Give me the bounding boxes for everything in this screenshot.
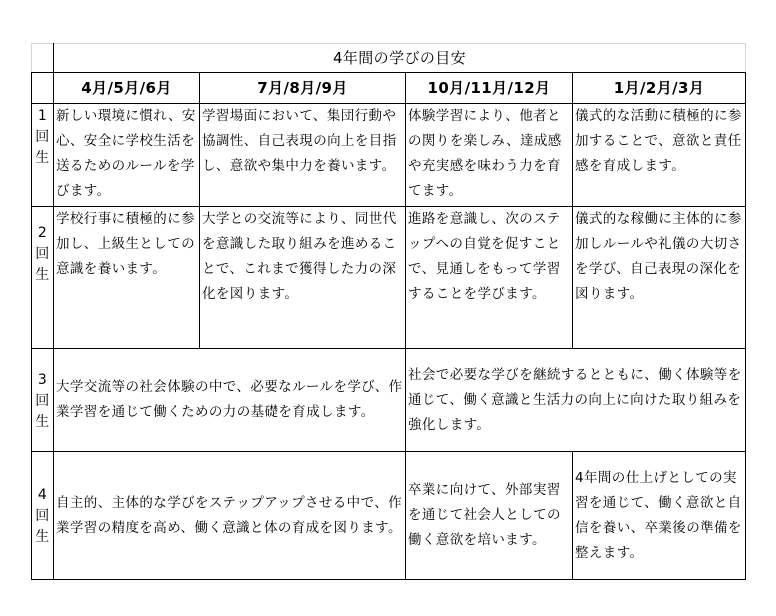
goal-cell-first-half: 自主的、主体的な学びをステップアップさせる中で、作業学習の精度を高め、働く意識と体の育成を図ります。 — [54, 452, 406, 580]
table-row — [32, 349, 746, 452]
goal-cell: 儀式的な稼働に主体的に参加しルールや礼儀の大切さを学び、自己表現の深化を図ります。 — [573, 207, 746, 349]
goal-cell: 新しい環境に慣れ、安心、安全に学校生活を送るためのルールを学びます。 — [54, 104, 200, 207]
goal-cell: 卒業に向けて、外部実習を通じて社会人としての働く意欲を培います。 — [406, 452, 573, 580]
goal-cell: 進路を意識し、次のステップへの自覚を促すことで、見通しをもって学習することを学びます。 — [406, 207, 573, 349]
column-header: 10月/11月/12月 — [406, 73, 573, 104]
table-row — [32, 104, 746, 207]
column-header: 1月/2月/3月 — [573, 73, 746, 104]
table-row — [32, 207, 746, 349]
goal-cell-second-half: 社会で必要な学びを継続するとともに、働く体験等を通じて、働く意識と生活力の向上に向けた取り組みを強化します。 — [406, 349, 746, 452]
learning-goals-table — [31, 43, 746, 580]
corner-cell — [32, 44, 54, 73]
goal-cell: 体験学習により、他者との関りを楽しみ、達成感や充実感を味わう力を育てます。 — [406, 104, 573, 207]
grade-label: 4 回 生 — [32, 452, 54, 580]
goal-cell-first-half: 大学交流等の社会体験の中で、必要なルールを学び、作業学習を通じて働くための力の基礎を育成します。 — [54, 349, 406, 452]
column-header: 4月/5月/6月 — [54, 73, 200, 104]
column-header: 7月/8月/9月 — [200, 73, 406, 104]
goal-cell: 大学との交流等により、同世代を意識した取り組みを進めることで、これまで獲得した力の深化を図ります。 — [200, 207, 406, 349]
grade-label: 3 回 生 — [32, 349, 54, 452]
goal-cell: 儀式的な活動に積極的に参加することで、意欲と責任感を育成します。 — [573, 104, 746, 207]
header-corner-cell — [32, 73, 54, 104]
table-row — [32, 452, 746, 580]
grade-label: 2 回 生 — [32, 207, 54, 349]
goal-cell: 学校行事に積極的に参加し、上級生としての意識を養います。 — [54, 207, 200, 349]
grade-label: 1 回 生 — [32, 104, 54, 207]
table-title: 4年間の学びの目安 — [54, 44, 746, 73]
goal-cell: 4年間の仕上げとしての実習を通じて、働く意欲と自信を養い、卒業後の準備を整えます。 — [573, 452, 746, 580]
goal-cell: 学習場面において、集団行動や協調性、自己表現の向上を目指し、意欲や集中力を養います。 — [200, 104, 406, 207]
